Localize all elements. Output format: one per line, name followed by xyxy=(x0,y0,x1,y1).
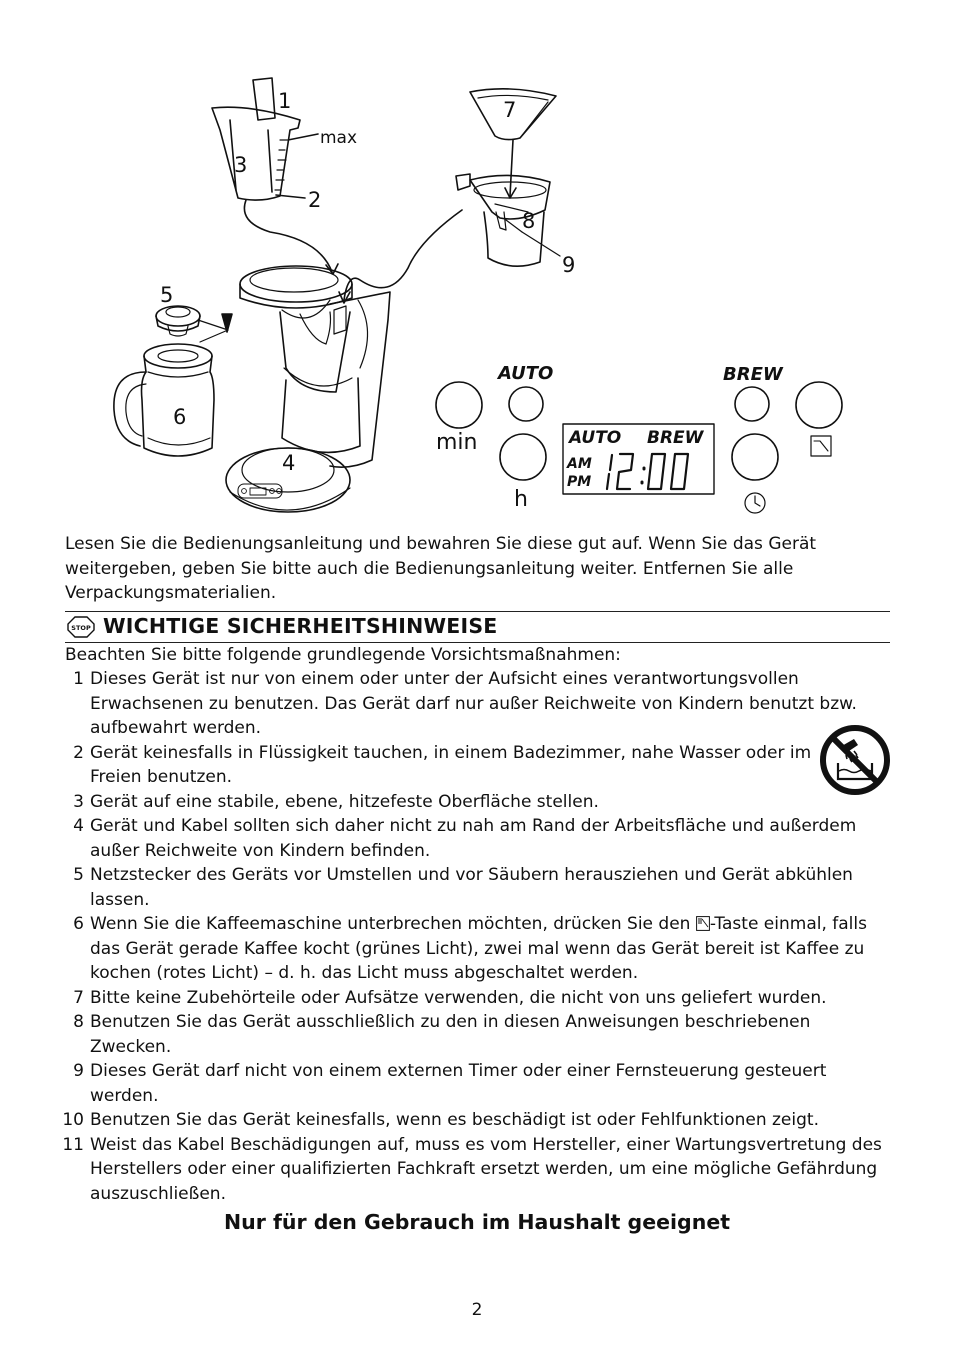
household-use-note: Nur für den Gebrauch im Haushalt geeignet xyxy=(223,1210,731,1234)
display-auto: AUTO xyxy=(569,428,622,448)
item-number: 1 xyxy=(73,669,84,689)
callout-3: 3 xyxy=(234,153,248,177)
item-number: 5 xyxy=(73,865,84,885)
item-text xyxy=(90,914,867,983)
callout-4: 4 xyxy=(282,451,296,475)
intro-paragraph: Lesen Sie die Bedienungsanleitung und bewahren Sie diese gut auf. Wenn Sie das Gerät weitergeben, geben Sie bitte auch die Bedienungsanleitung weiter. Entfernen Sie alle Verpackungsmaterialien. xyxy=(65,534,817,603)
list-item xyxy=(60,790,890,815)
item-number: 2 xyxy=(73,742,84,763)
item-text: Weist das Kabel Beschädigungen auf, muss es vom Hersteller, einer Wartungsvertretung des Herstellers oder einer qualifizierten Fachkraft ersetzt werden, um eine mögliche Gefährdung auszuschließen. xyxy=(90,1134,882,1204)
display-pm: PM xyxy=(567,474,592,490)
control-panel-drawing xyxy=(436,382,842,513)
carafe-drawing xyxy=(114,344,214,456)
stop-icon xyxy=(67,616,95,638)
list-item xyxy=(60,863,890,912)
item-text: Gerät und Kabel sollten sich daher nicht zu nah am Rand der Arbeitsfläche und außerdem außer Reichweite von Kindern befinden. xyxy=(90,816,857,861)
item-text: Benutzen Sie das Gerät keinesfalls, wenn es beschädigt ist oder Fehlfunktionen zeigt. xyxy=(90,1110,819,1130)
panel-auto-label: AUTO xyxy=(498,363,554,384)
section-title: WICHTIGE SICHERHEITSHINWEISE xyxy=(103,614,498,638)
item-number: 7 xyxy=(73,987,84,1008)
panel-min-label: min xyxy=(436,430,478,455)
item-number: 9 xyxy=(73,1061,84,1081)
list-item xyxy=(60,1010,890,1059)
no-water-warning-icon xyxy=(820,725,890,795)
item-text: Dieses Gerät ist nur von einem oder unter der Aufsicht eines verantwortungsvollen Erwachsenen zu benutzen. Das Gerät darf nur außer Reichweite von Kindern benutzt bzw. aufbewahrt werden. xyxy=(90,669,857,738)
item-text: Gerät auf eine stabile, ebene, hitzefeste Oberfläche stellen. xyxy=(90,791,599,812)
item-text-after: -Taste einmal, falls das Gerät gerade Kaffee kocht (grünes Licht), zwei mal wenn das Gerät bereit ist Kaffee zu kochen (rotes Licht) – d. h. das Licht muss abgeschaltet werden. xyxy=(90,914,867,983)
list-item xyxy=(60,1108,890,1133)
list-item xyxy=(60,1133,890,1207)
carafe-lid-drawing xyxy=(156,306,232,342)
item-number: 6 xyxy=(73,914,84,934)
safety-list xyxy=(60,667,890,1206)
item-number: 8 xyxy=(73,1012,84,1032)
display-digits xyxy=(607,454,688,489)
item-text: Gerät keinesfalls in Flüssigkeit tauchen, in einem Badezimmer, nahe Wasser oder im Freien benutzen. xyxy=(90,742,812,787)
coffee-maker-body-drawing xyxy=(226,266,390,512)
water-tank-drawing xyxy=(212,78,318,200)
item-text: Benutzen Sie das Gerät ausschließlich zu den in diesen Anweisungen beschriebenen Zwecken. xyxy=(90,1012,811,1057)
list-item xyxy=(60,814,890,863)
callout-2: 2 xyxy=(308,188,322,212)
callout-5: 5 xyxy=(160,283,174,307)
panel-h-label: h xyxy=(514,487,528,512)
list-item xyxy=(60,667,890,741)
callout-9: 9 xyxy=(562,253,576,277)
display-brew: BREW xyxy=(647,428,704,448)
stop-icon-text: STOP xyxy=(71,624,91,632)
page-number: 2 xyxy=(471,1300,483,1320)
panel-brew-label: BREW xyxy=(723,364,783,385)
callout-8: 8 xyxy=(522,209,536,233)
display-am: AM xyxy=(567,456,592,472)
item-number: 4 xyxy=(73,816,84,836)
item-number: 11 xyxy=(62,1134,84,1155)
list-item xyxy=(60,986,890,1011)
list-item xyxy=(60,912,890,986)
callout-7: 7 xyxy=(503,98,517,122)
item-text-before: Wenn Sie die Kaffeemaschine unterbrechen möchten, drücken Sie den xyxy=(90,914,696,934)
item-number: 3 xyxy=(73,791,84,812)
max-label: max xyxy=(320,128,358,148)
item-text: Dieses Gerät darf nicht von einem externen Timer oder einer Fernsteuerung gesteuert werden. xyxy=(90,1061,827,1106)
callout-1: 1 xyxy=(278,89,292,113)
item-text: Netzstecker des Geräts vor Umstellen und vor Säubern herausziehen und Gerät abkühlen lassen. xyxy=(90,865,853,910)
filter-holder-drawing xyxy=(456,174,560,266)
list-item xyxy=(60,741,890,790)
item-number: 10 xyxy=(62,1110,84,1130)
precautions-lead: Beachten Sie bitte folgende grundlegende Vorsichtsmaßnahmen: xyxy=(65,645,621,665)
item-text: Bitte keine Zubehörteile oder Aufsätze verwenden, die nicht von uns geliefert wurden. xyxy=(90,987,827,1008)
callout-6: 6 xyxy=(173,405,187,429)
list-item xyxy=(60,1059,890,1108)
stop-brew-button-icon xyxy=(696,916,710,931)
coffee-maker-illustration xyxy=(60,70,890,530)
safety-section-heading xyxy=(65,611,890,643)
